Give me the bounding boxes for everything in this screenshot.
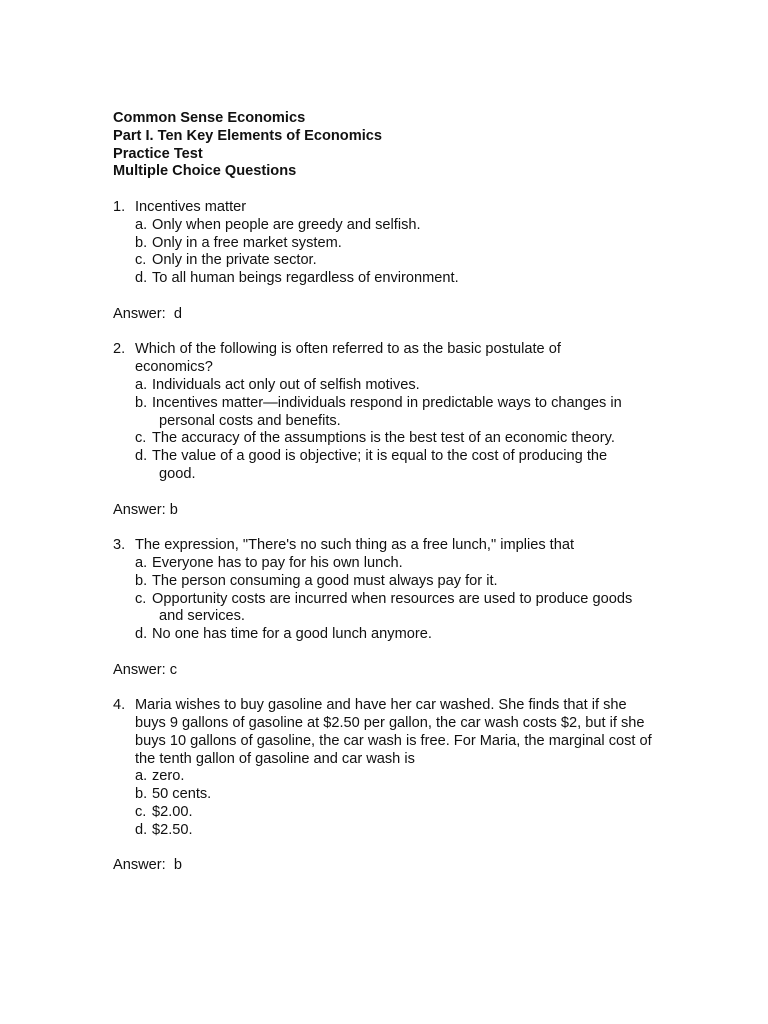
option-b bbox=[135, 395, 673, 431]
option-letter: d. bbox=[135, 270, 148, 287]
option-letter: a. bbox=[135, 376, 148, 393]
option-text: $2.00. bbox=[152, 804, 193, 821]
option-list bbox=[135, 217, 673, 288]
option-c bbox=[135, 430, 673, 448]
option-a bbox=[135, 217, 673, 235]
question-text: Incentives matter bbox=[135, 198, 247, 215]
option-text: To all human beings regardless of environment. bbox=[152, 270, 459, 287]
option-text: Individuals act only out of selfish motives. bbox=[152, 376, 420, 393]
option-text: Only when people are greedy and selfish. bbox=[152, 216, 421, 233]
part-title: Part I. Ten Key Elements of Economics bbox=[113, 127, 382, 144]
option-letter: a. bbox=[135, 216, 148, 233]
option-letter: c. bbox=[135, 430, 147, 447]
option-letter: d. bbox=[135, 626, 148, 643]
option-text: Everyone has to pay for his own lunch. bbox=[152, 554, 403, 571]
question-number: 3. bbox=[113, 537, 126, 554]
option-text: Only in a free market system. bbox=[152, 234, 342, 251]
option-list bbox=[135, 768, 673, 839]
option-b bbox=[135, 573, 673, 591]
option-text: 50 cents. bbox=[152, 786, 212, 803]
option-d bbox=[135, 822, 673, 840]
option-letter: c. bbox=[135, 804, 147, 821]
document-title: Common Sense Economics bbox=[113, 110, 306, 126]
option-letter: a. bbox=[135, 554, 148, 571]
option-d bbox=[135, 448, 673, 484]
option-letter: d. bbox=[135, 448, 148, 465]
document-header bbox=[113, 110, 673, 181]
option-d bbox=[135, 270, 673, 288]
option-letter: a. bbox=[135, 768, 148, 785]
question-4 bbox=[113, 697, 673, 839]
option-letter: d. bbox=[135, 821, 148, 838]
question-number: 2. bbox=[113, 341, 126, 358]
answer-3: Answer: c bbox=[113, 661, 178, 678]
section-title: Multiple Choice Questions bbox=[113, 163, 297, 180]
question-1 bbox=[113, 199, 673, 288]
option-text: $2.50. bbox=[152, 821, 193, 838]
option-text: The accuracy of the assumptions is the best test of an economic theory. bbox=[152, 430, 615, 447]
option-letter: b. bbox=[135, 394, 148, 411]
option-list bbox=[135, 377, 673, 484]
option-text: Incentives matter—individuals respond in predictable ways to changes in personal costs and benefits. bbox=[152, 394, 622, 429]
option-b bbox=[135, 786, 673, 804]
option-text: The value of a good is objective; it is equal to the cost of producing the good. bbox=[152, 448, 608, 482]
document-page bbox=[113, 110, 673, 893]
question-text: Which of the following is often referred to as the basic postulate of economics? bbox=[135, 341, 561, 376]
question-3 bbox=[113, 537, 673, 644]
option-c bbox=[135, 252, 673, 270]
option-letter: b. bbox=[135, 786, 148, 803]
option-text: No one has time for a good lunch anymore. bbox=[152, 626, 432, 643]
option-a bbox=[135, 555, 673, 573]
option-text: Only in the private sector. bbox=[152, 252, 317, 269]
option-letter: c. bbox=[135, 252, 147, 269]
option-c bbox=[135, 804, 673, 822]
question-number: 4. bbox=[113, 697, 126, 714]
option-a bbox=[135, 377, 673, 395]
question-text: Maria wishes to buy gasoline and have her car washed. She finds that if she buys 9 gallons of gasoline at $2.50 per gallon, the car wash costs $2, but if she buys 10 gallons of gasoline, the car wash is free. For Maria, the marginal cost of the tenth gallon of gasoline and car wash is bbox=[135, 697, 652, 767]
answer-2: Answer: b bbox=[113, 501, 178, 518]
option-c bbox=[135, 591, 673, 627]
option-text: Opportunity costs are incurred when resources are used to produce goods and services. bbox=[152, 590, 633, 625]
option-d bbox=[135, 626, 673, 644]
question-2 bbox=[113, 341, 673, 483]
question-text: The expression, "There's no such thing as a free lunch," implies that bbox=[135, 537, 575, 554]
option-letter: c. bbox=[135, 590, 147, 607]
option-list bbox=[135, 555, 673, 644]
option-b bbox=[135, 235, 673, 253]
option-text: The person consuming a good must always pay for it. bbox=[152, 572, 498, 589]
answer-1: Answer: d bbox=[113, 305, 182, 322]
question-number: 1. bbox=[113, 198, 126, 215]
option-letter: b. bbox=[135, 234, 148, 251]
test-title: Practice Test bbox=[113, 145, 203, 162]
answer-4: Answer: b bbox=[113, 857, 182, 874]
option-text: zero. bbox=[152, 768, 185, 785]
option-letter: b. bbox=[135, 572, 148, 589]
option-a bbox=[135, 768, 673, 786]
